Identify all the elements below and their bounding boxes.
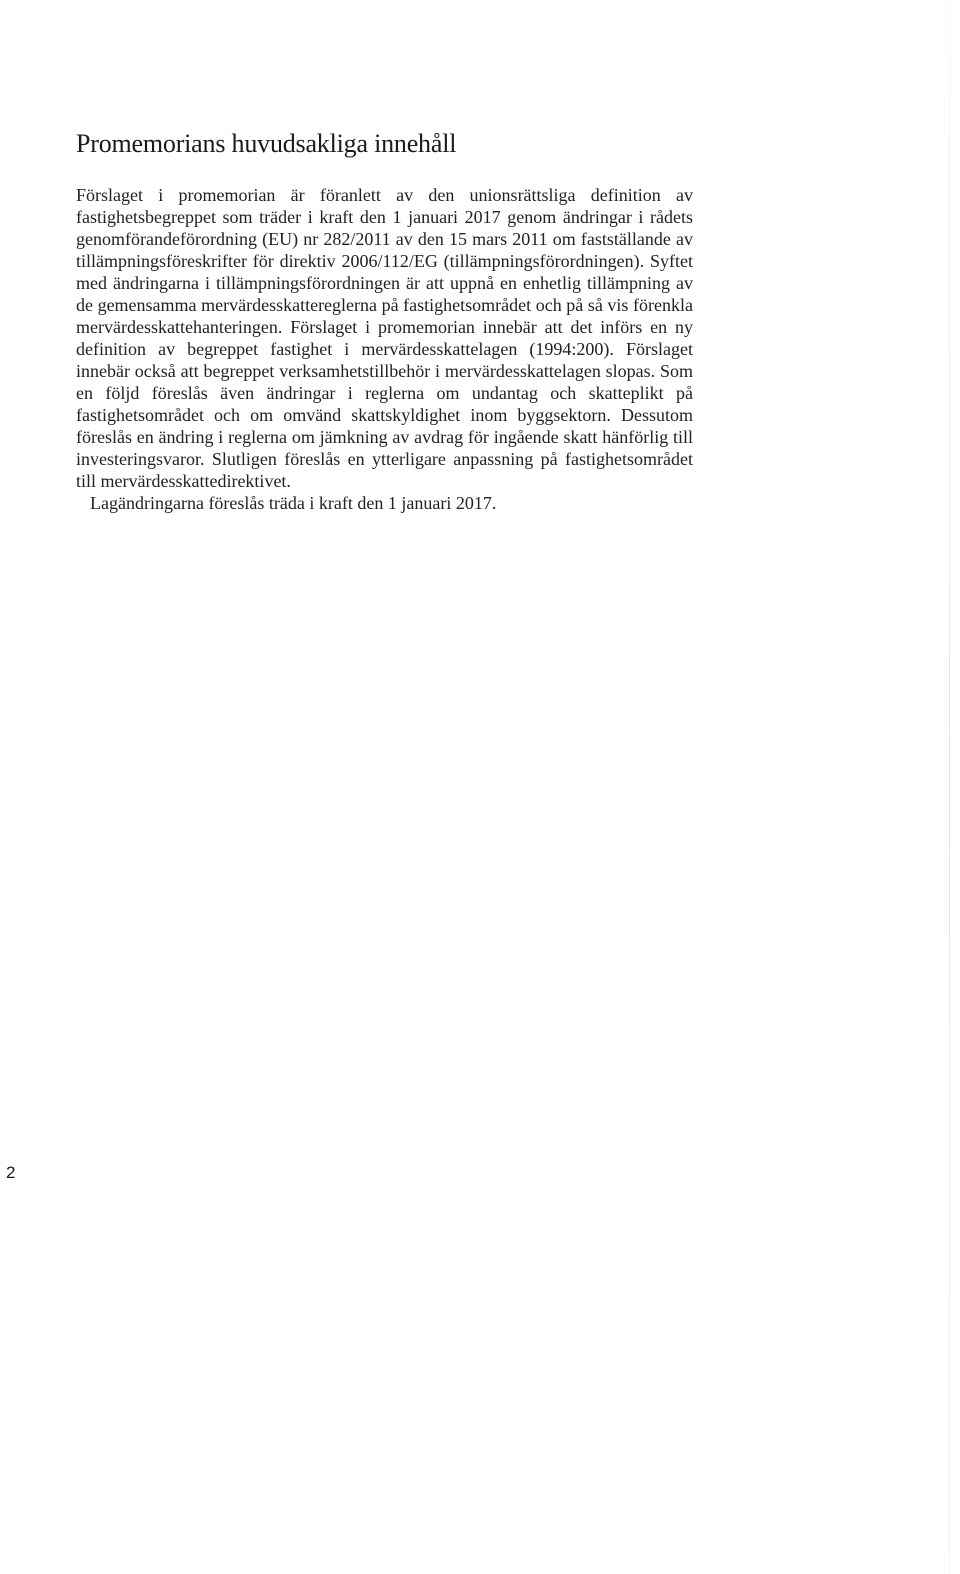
paragraph-effective-date: Lagändringarna föreslås träda i kraft den 1 januari 2017. (90, 493, 497, 513)
section-heading: Promemorians huvudsakliga innehåll (76, 129, 457, 158)
paragraph-summary: Förslaget i promemorian är föranlett av den unionsrättsliga definition av fastighetsbegreppet som träder i kraft den 1 januari 2017 genom ändringar i rådets genomförandeförordning (EU) nr 282/2011 av den 15 mars 2011 om fastställande av tillämpningsföreskrifter för direktiv 2006/112/EG (tillämpningsförordningen). Syftet med ändringarna i tillämpningsförordningen är att uppnå en enhetlig tillämpning av de gemensamma mervärdesskattereglerna på fastighetsområdet och på så vis förenkla mervärdesskattehanteringen. Förslaget i promemorian innebär att det införs en ny definition av begreppet fastighet i mervärdesskattelagen (1994:200). Förslaget innebär också att begreppet verksamhetstillbehör i mervärdesskattelagen slopas. Som en följd föreslås även ändringar i reglerna om undantag och skatteplikt på fastighetsområdet och om omvänd skattskyldighet inom byggsektorn. Dessutom föreslås en ändring i reglerna om jämkning av avdrag för ingående skatt hänförlig till investeringsvaror. Slutligen föreslås en ytterligare anpassning på fastighetsområdet till mervärdesskattedirektivet. (76, 185, 693, 491)
page-number: 2 (6, 1163, 16, 1182)
scan-edge-line (949, 0, 950, 1574)
body-text (76, 184, 693, 514)
